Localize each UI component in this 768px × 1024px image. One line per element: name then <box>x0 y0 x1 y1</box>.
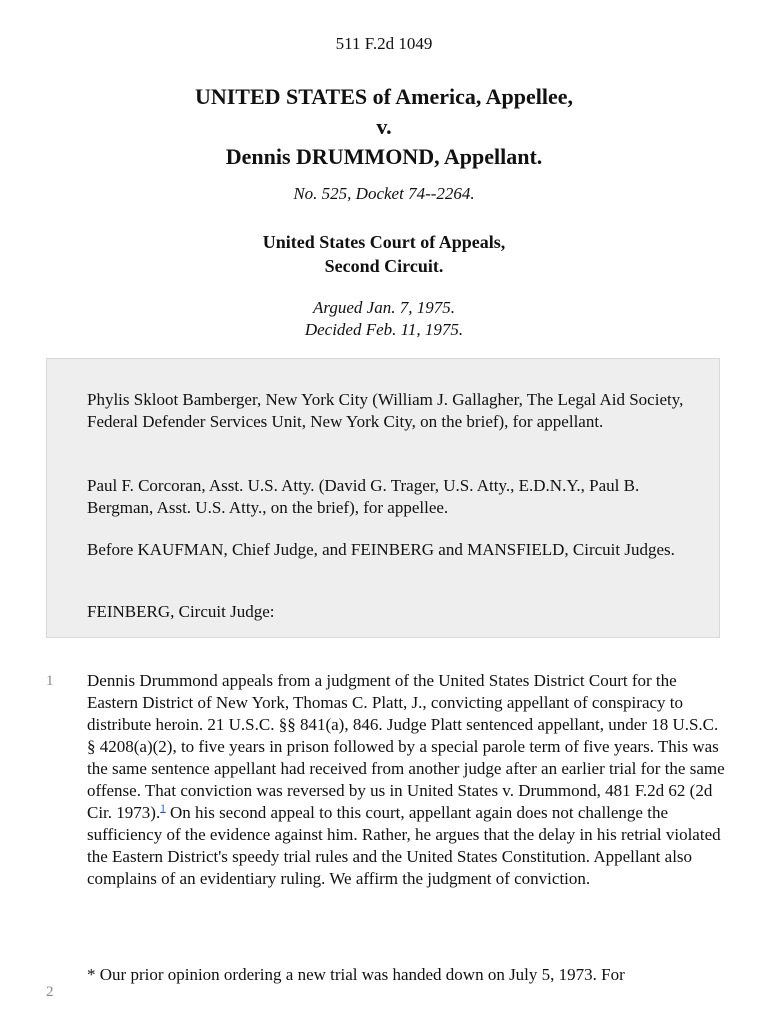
paragraph-text-continued: On his second appeal to this court, appellant again does not challenge the sufficiency of the evidence against him. Rather, he argues that the delay in his retrial violated the Eastern District's speedy trial rules and the United States Constitution. Appellant also complains of an evidentiary ruling. We affirm the judgment of conviction. <box>87 803 721 888</box>
title-appellant: Dennis DRUMMOND, Appellant. <box>225 144 543 169</box>
case-dates <box>0 297 768 341</box>
footnote-link[interactable]: 1 <box>160 802 166 815</box>
court-name-line2: Second Circuit. <box>324 256 444 276</box>
counsel-box <box>46 358 720 638</box>
case-citation: 511 F.2d 1049 <box>335 34 433 53</box>
appellee-counsel: Paul F. Corcoran, Asst. U.S. Atty. (David G. Trager, U.S. Atty., E.D.N.Y., Paul B. Bergman, Asst. U.S. Atty., on the brief), for appellee. <box>87 476 640 517</box>
case-title <box>0 82 768 172</box>
court-name <box>0 230 768 278</box>
docket-number: No. 525, Docket 74--2264. <box>293 184 475 203</box>
argued-date: Argued Jan. 7, 1975. <box>313 298 455 317</box>
paragraph-number: 1 <box>46 673 54 689</box>
title-appellee: UNITED STATES of America, Appellee, <box>194 84 574 109</box>
paragraph-number: 2 <box>46 984 54 1000</box>
paragraph-text: Dennis Drummond appeals from a judgment of the United States District Court for the Eastern District of New York, Thomas C. Platt, J., convicting appellant of conspiracy to distribute heroin. 21 U.S.C. §§ 841(a), 846. Judge Platt sentenced appellant, under 18 U.S.C. § 4208(a)(2), to five years in prison followed by a special parole term of five years. This was the same sentence appellant had received from another judge after an earlier trial for the same offense. That conviction was reversed by us in United States v. Drummond, 481 F.2d 62 (2d Cir. 1973). <box>87 671 725 822</box>
title-versus: v. <box>376 114 392 139</box>
opinion-paragraph <box>87 670 727 890</box>
appellant-counsel: Phylis Skloot Bamberger, New York City (William J. Gallagher, The Legal Aid Society, Federal Defender Services Unit, New York City, on the brief), for appellant. <box>87 390 684 431</box>
decided-date: Decided Feb. 11, 1975. <box>304 320 464 339</box>
judge-panel: Before KAUFMAN, Chief Judge, and FEINBERG and MANSFIELD, Circuit Judges. <box>87 540 675 559</box>
opinion-paragraph: * Our prior opinion ordering a new trial was handed down on July 5, 1973. For <box>87 965 625 984</box>
court-name-line1: United States Court of Appeals, <box>262 232 506 252</box>
opinion-author: FEINBERG, Circuit Judge: <box>87 602 275 621</box>
